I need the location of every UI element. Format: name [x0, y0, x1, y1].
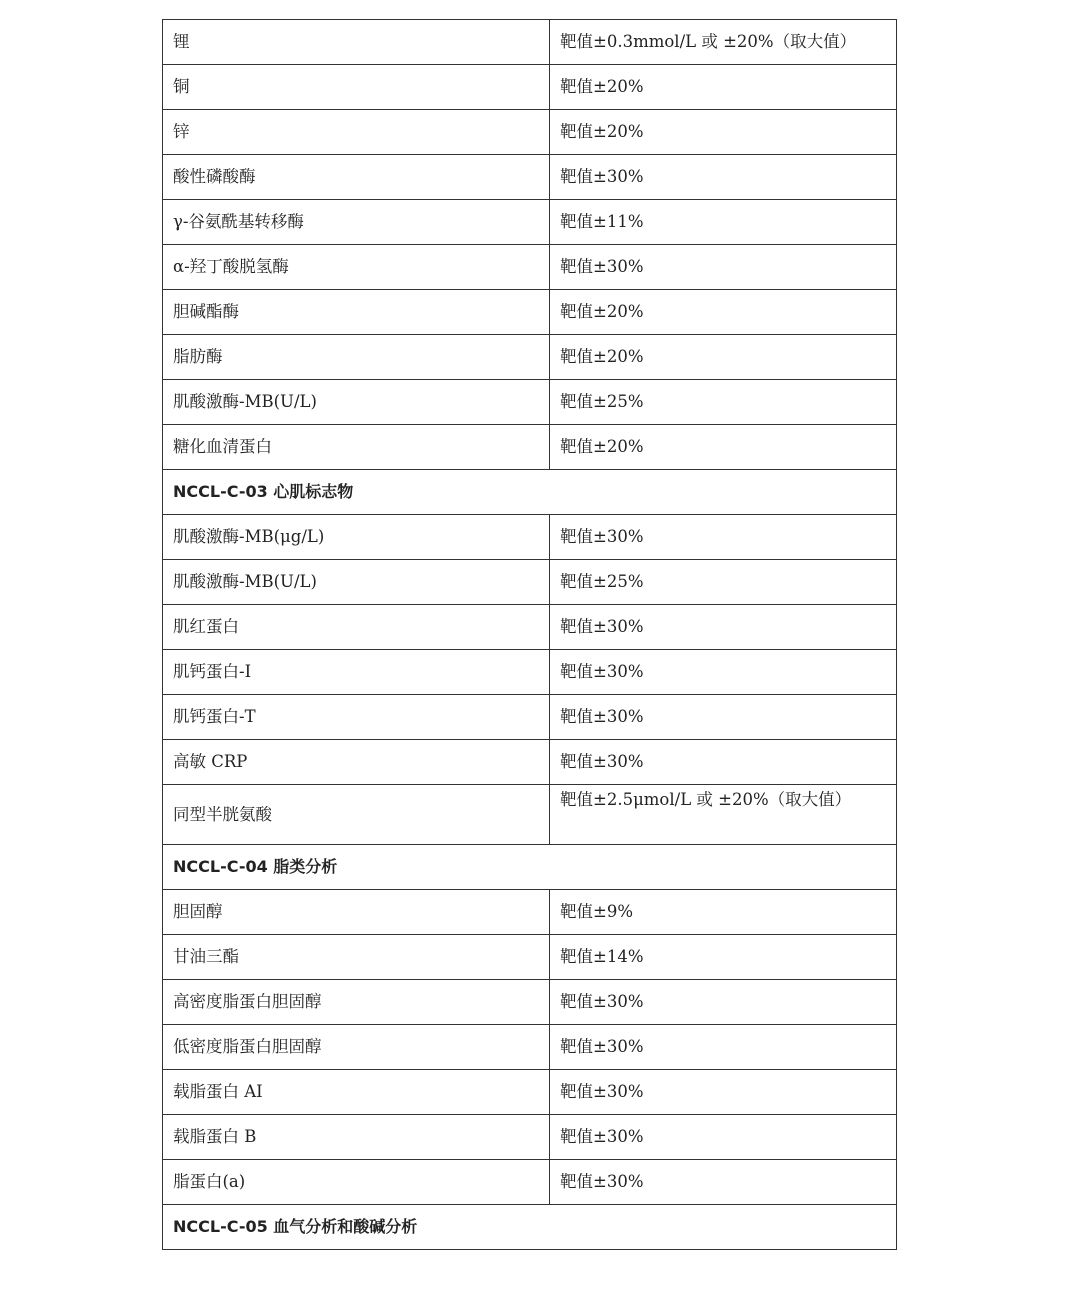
table-row — [163, 380, 897, 425]
requirement-cell: 靶值±25% — [550, 560, 897, 605]
item-name-cell: 载脂蛋白 AⅠ — [163, 1070, 550, 1115]
table-row — [163, 890, 897, 935]
table-row — [163, 650, 897, 695]
table-row — [163, 515, 897, 560]
table-body — [163, 20, 897, 1250]
requirement-cell: 靶值±30% — [550, 605, 897, 650]
requirement-cell: 靶值±20% — [550, 290, 897, 335]
item-name-cell: 铜 — [163, 65, 550, 110]
table-row — [163, 1160, 897, 1205]
item-name-cell: 胆碱酯酶 — [163, 290, 550, 335]
requirement-cell: 靶值±30% — [550, 245, 897, 290]
table-row — [163, 155, 897, 200]
requirement-cell: 靶值±25% — [550, 380, 897, 425]
item-name-cell: 酸性磷酸酶 — [163, 155, 550, 200]
requirement-cell: 靶值±20% — [550, 425, 897, 470]
table-row — [163, 425, 897, 470]
requirement-cell: 靶值±11% — [550, 200, 897, 245]
item-name-cell: γ-谷氨酰基转移酶 — [163, 200, 550, 245]
item-name-cell: 肌酸激酶-MB(U/L) — [163, 380, 550, 425]
requirement-cell: 靶值±30% — [550, 1160, 897, 1205]
item-name-cell: 高敏 CRP — [163, 740, 550, 785]
item-name-cell: 肌钙蛋白-I — [163, 650, 550, 695]
table-row — [163, 935, 897, 980]
table-row — [163, 335, 897, 380]
item-name-cell: 载脂蛋白 B — [163, 1115, 550, 1160]
requirement-cell: 靶值±20% — [550, 65, 897, 110]
table-row — [163, 695, 897, 740]
requirement-cell: 靶值±30% — [550, 155, 897, 200]
table-row — [163, 740, 897, 785]
requirement-cell: 靶值±30% — [550, 515, 897, 560]
requirement-cell: 靶值±30% — [550, 740, 897, 785]
table-row — [163, 1070, 897, 1115]
requirement-cell: 靶值±30% — [550, 1070, 897, 1115]
item-name-cell: 甘油三酯 — [163, 935, 550, 980]
requirement-cell: 靶值±2.5μmol/L 或 ±20%（取大值） — [550, 785, 897, 845]
requirement-cell: 靶值±0.3mmol/L 或 ±20%（取大值） — [550, 20, 897, 65]
table-row — [163, 245, 897, 290]
item-name-cell: 高密度脂蛋白胆固醇 — [163, 980, 550, 1025]
item-name-cell: 肌红蛋白 — [163, 605, 550, 650]
section-title: NCCL-C-04 脂类分析 — [163, 845, 897, 890]
section-row — [163, 1205, 897, 1250]
requirement-cell: 靶值±14% — [550, 935, 897, 980]
requirement-cell: 靶值±30% — [550, 980, 897, 1025]
requirement-cell: 靶值±30% — [550, 1025, 897, 1070]
table-row — [163, 1115, 897, 1160]
requirement-cell: 靶值±20% — [550, 110, 897, 155]
item-name-cell: 糖化血清蛋白 — [163, 425, 550, 470]
table-row — [163, 200, 897, 245]
section-row — [163, 845, 897, 890]
item-name-cell: 同型半胱氨酸 — [163, 785, 550, 845]
item-name-cell: 锂 — [163, 20, 550, 65]
quality-requirements-table — [162, 19, 897, 1250]
requirement-cell: 靶值±9% — [550, 890, 897, 935]
table-row — [163, 65, 897, 110]
section-row — [163, 470, 897, 515]
section-title: NCCL-C-03 心肌标志物 — [163, 470, 897, 515]
item-name-cell: 胆固醇 — [163, 890, 550, 935]
item-name-cell: 锌 — [163, 110, 550, 155]
table-row — [163, 110, 897, 155]
table-row — [163, 605, 897, 650]
item-name-cell: 低密度脂蛋白胆固醇 — [163, 1025, 550, 1070]
table-row — [163, 1025, 897, 1070]
requirement-cell: 靶值±20% — [550, 335, 897, 380]
item-name-cell: α-羟丁酸脱氢酶 — [163, 245, 550, 290]
table-row — [163, 980, 897, 1025]
item-name-cell: 脂蛋白(a) — [163, 1160, 550, 1205]
item-name-cell: 肌酸激酶-MB(μg/L) — [163, 515, 550, 560]
item-name-cell: 肌钙蛋白-T — [163, 695, 550, 740]
item-name-cell: 肌酸激酶-MB(U/L) — [163, 560, 550, 605]
table-row — [163, 560, 897, 605]
section-title: NCCL-C-05 血气分析和酸碱分析 — [163, 1205, 897, 1250]
table-row — [163, 785, 897, 845]
table-row — [163, 290, 897, 335]
requirement-cell: 靶值±30% — [550, 695, 897, 740]
item-name-cell: 脂肪酶 — [163, 335, 550, 380]
requirement-cell: 靶值±30% — [550, 1115, 897, 1160]
table-row — [163, 20, 897, 65]
requirement-cell: 靶值±30% — [550, 650, 897, 695]
